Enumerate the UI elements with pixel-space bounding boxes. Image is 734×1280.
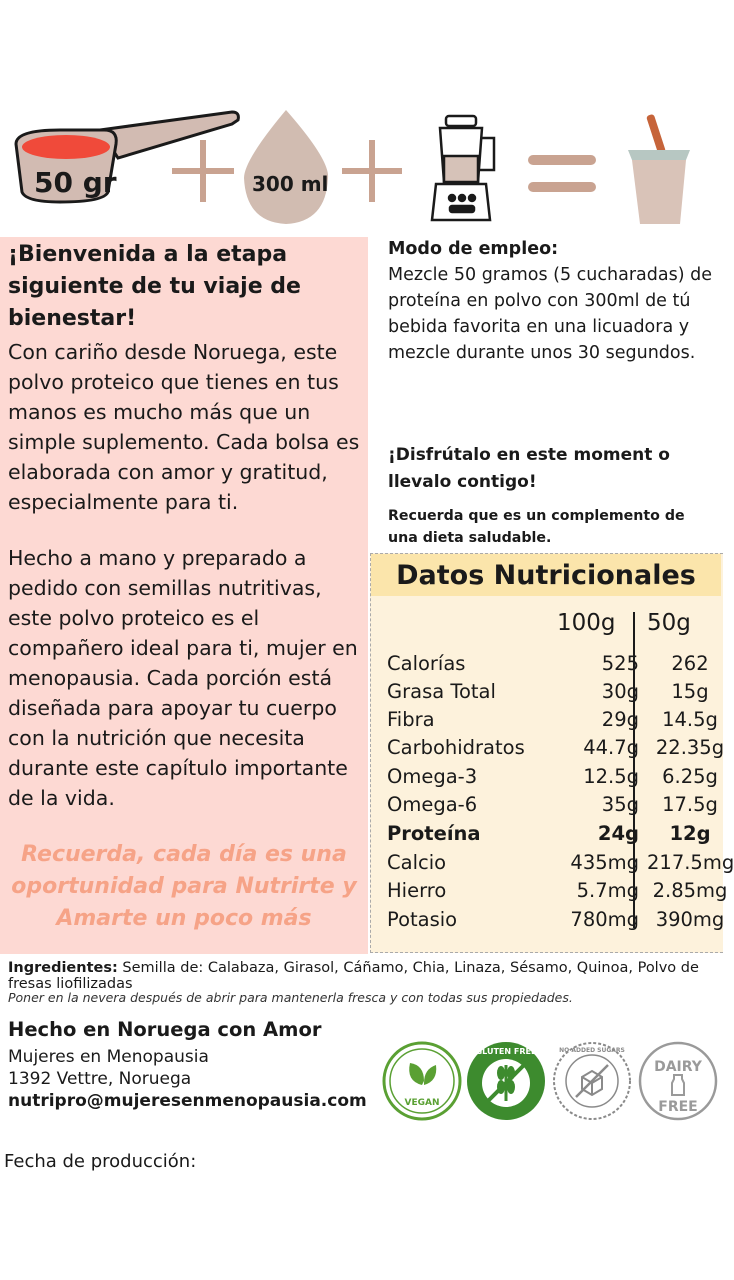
dairy-free-badge [638,1041,718,1121]
dairy-free-icon [638,1041,718,1121]
maker-location: 1392 Vettre, Noruega [8,1069,192,1089]
welcome-panel [0,237,368,954]
no-sugar-badge-text: NO ADDED SUGARS [559,1047,625,1054]
welcome-heading: ¡Bienvenida a la etapa siguiente de tu viaje de bienestar! [8,242,301,331]
nutrition-value-100g: 525 [601,652,639,675]
maker-address [8,1046,367,1112]
nutrition-title: Datos Nutricionales [371,554,721,596]
nutrition-value-100g: 12.5g [583,765,639,788]
usage-title: Modo de empleo: [388,239,559,259]
nutrition-col-100g: 100g [557,610,616,636]
nutrition-value-100g: 435mg [570,851,639,874]
nutrition-facts [370,553,734,953]
nutrition-value-100g: 29g [601,708,639,731]
usage-instructions [388,236,718,366]
nutrition-label: Fibra [387,708,435,731]
nutrition-value-100g: 30g [601,680,639,703]
dairy-badge-text-1: DAIRY [654,1059,702,1075]
production-date-label: Fecha de producción: [4,1151,197,1172]
usage-body: Mezcle 50 gramos (5 cucharadas) de proteína en polvo con 300ml de tú bebida favorita en una licuadora y mezcle durante unos 30 segundos. [388,265,712,363]
dairy-badge-text-2: FREE [658,1099,698,1115]
nutrition-row-fibra [387,708,727,736]
nutrition-row-hierro [387,879,727,907]
nutrition-label: Omega-6 [387,793,478,816]
nutrition-row-proteina [387,822,727,850]
nutrition-row-omega3 [387,765,727,793]
nutrition-value-50g: 12g [669,822,711,845]
nutrition-label: Carbohidratos [387,736,525,759]
liquid-amount-label: 300 ml [252,172,329,196]
nutrition-label: Calorías [387,652,466,675]
drink-cup-icon [628,114,690,224]
nutrition-row-calorias [387,652,727,680]
gluten-free-icon [466,1041,546,1121]
maker-name: Mujeres en Menopausia [8,1047,209,1067]
nutrition-value-50g: 6.25g [662,765,718,788]
welcome-quote: Recuerda, cada día es una oportunidad para Nutrirte y Amarte un poco más [11,842,357,931]
nutrition-label: Potasio [387,908,458,931]
nutrition-label: Grasa Total [387,680,496,703]
nutrition-value-50g: 2.85mg [652,879,728,902]
welcome-paragraph-1: Con cariño desde Noruega, este polvo proteico que tienes en tus manos es mucho más que un simple suplemento. Cada bolsa es elaborada con amor y gratitud, especialmente para ti. [8,340,360,514]
nutrition-value-50g: 262 [671,652,709,675]
water-drop-icon [244,110,328,224]
nutrition-value-100g: 44.7g [583,736,639,759]
gluten-free-badge-text: GLUTEN FREE [475,1047,537,1056]
vegan-badge-text: VEGAN [404,1098,440,1108]
nutrition-row-carbohidratos [387,736,727,764]
nutrition-value-50g: 390mg [655,908,725,931]
vegan-leaf-icon [382,1041,462,1121]
scoop-amount-label: 50 gr [34,166,117,199]
welcome-paragraph-2: Hecho a mano y preparado a pedido con semillas nutritivas, este polvo proteico es el compañero ideal para ti, mujer en menopausia. Cada porción está diseñada para apoyar tu cuerpo con la nutrición que necesita durante este capítulo importante de la vida. [8,546,358,810]
storage-note: Poner en la nevera después de abrir para mantenerla fresca y con todas sus propiedades. [8,990,573,1005]
plus-icon [172,140,234,202]
nutrition-value-50g: 15g [671,680,709,703]
nutrition-value-50g: 22.35g [655,736,725,759]
nutrition-value-50g: 217.5mg [647,851,734,874]
nutrition-row-grasa [387,680,727,708]
made-in-label: Hecho en Noruega con Amor [8,1018,322,1041]
no-added-sugars-badge [552,1041,632,1121]
enjoy-text: ¡Disfrútalo en este moment o llevalo contigo! [388,445,670,492]
vegan-badge [382,1041,462,1121]
gluten-free-badge [466,1041,546,1121]
nutrition-label: Omega-3 [387,765,478,788]
sugar-cube-icon [552,1041,632,1121]
nutrition-value-100g: 24g [597,822,639,845]
recipe-illustration [0,100,720,235]
nutrition-col-50g: 50g [647,610,691,636]
blender-icon [432,116,494,220]
nutrition-value-100g: 35g [601,793,639,816]
ingredients-text: Semilla de: Calabaza, Girasol, Cáñamo, Chia, Linaza, Sésamo, Quinoa, Polvo de fresas liofilizadas [8,960,699,992]
nutrition-value-50g: 14.5g [662,708,718,731]
plus-icon-2 [342,140,402,202]
nutrition-value-100g: 5.7mg [576,879,639,902]
nutrition-value-50g: 17.5g [662,793,718,816]
ingredients-label: Ingredientes: [8,960,118,976]
nutrition-label: Hierro [387,879,447,902]
reminder-text: Recuerda que es un complemento de una dieta saludable. [388,508,685,546]
nutrition-row-potasio [387,908,727,936]
nutrition-row-calcio [387,851,734,879]
maker-email: nutripro@mujeresenmenopausia.com [8,1091,367,1111]
equals-icon [528,155,596,192]
ingredients [8,960,713,992]
nutrition-value-100g: 780mg [570,908,639,931]
nutrition-row-omega6 [387,793,727,821]
nutrition-label: Proteína [387,822,481,845]
nutrition-label: Calcio [387,851,447,874]
